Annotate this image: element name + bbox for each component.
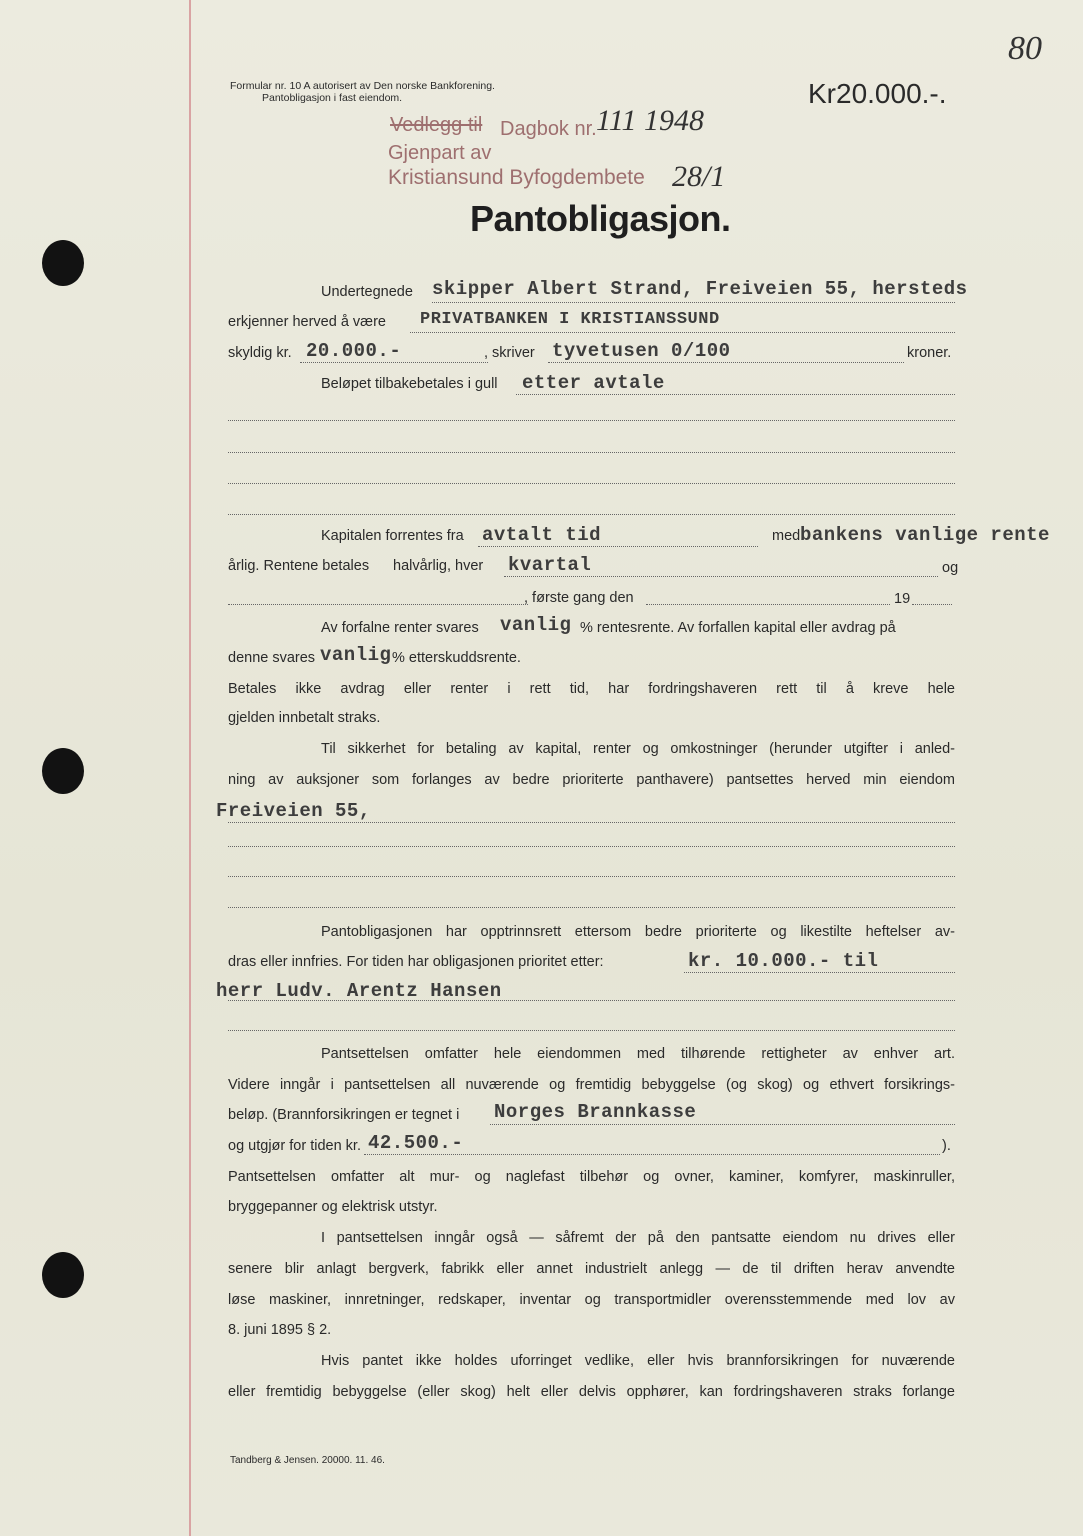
term-rule xyxy=(504,576,938,577)
blank-rule-4 xyxy=(228,514,955,515)
p5-line-1: Pantsettelsen omfatter alt mur- og naglefast tilbehør og ovner, kaminer, komfyrer, maskinruller, xyxy=(228,1169,955,1185)
stamp-gjenpart: Gjenpart av xyxy=(388,142,492,164)
stamp-dagbok: Dagbok nr. xyxy=(500,118,597,140)
property-value: Freiveien 55, xyxy=(216,800,371,822)
year-rule xyxy=(912,604,952,605)
p1-line-2: gjelden innbetalt straks. xyxy=(228,710,381,726)
kroner-label: kroner. xyxy=(907,345,952,361)
late-capital-value: vanlig xyxy=(320,644,392,666)
skriver-label: , skriver xyxy=(484,345,535,361)
insurance-rule xyxy=(364,1154,940,1155)
prior-text: dras eller innfries. For tiden har obligasjonen prioritet etter: xyxy=(228,954,604,970)
stamp-date: 28/1 xyxy=(672,160,726,193)
arlig-label: årlig. Rentene betales xyxy=(228,558,370,574)
creditor-rule xyxy=(410,332,955,333)
insurance-value: 42.500.- xyxy=(368,1132,464,1154)
interest-from-rule xyxy=(478,546,758,547)
debtor-rule xyxy=(432,302,955,303)
p2-line-2: ning av auksjoner som forlanges av bedre prioriterte panthavere) pantsettes herved min eiendom xyxy=(228,772,955,788)
late-interest-value: vanlig xyxy=(500,614,572,636)
form-note-2: Pantobligasjon i fast eiendom. xyxy=(262,92,403,104)
kapital-label: Kapitalen forrentes fra xyxy=(321,528,464,544)
undertegnede-label: Undertegnede xyxy=(321,284,413,300)
first-date-rule-b xyxy=(646,604,890,605)
property-rule-3 xyxy=(228,876,955,877)
page-title: Pantobligasjon. xyxy=(470,198,731,239)
forste-label: , første gang den xyxy=(524,590,634,606)
page-number: 80 xyxy=(1008,30,1042,67)
margin-line xyxy=(189,0,191,1536)
stamp-office: Kristiansund Byfogdembete xyxy=(388,166,645,189)
denne-b: % etterskuddsrente. xyxy=(392,650,521,666)
amount-header: Kr20.000.-. xyxy=(808,78,947,109)
stamp-vedlegg: Vedlegg til xyxy=(390,114,483,136)
forfalne-b: % rentesrente. Av forfallen kapital eller avdrag på xyxy=(580,620,896,636)
prior-rule-3 xyxy=(228,1030,955,1031)
p6-line-2: senere blir anlagt bergverk, fabrikk eller annet industrielt anlegg — de til driften herav anvendte xyxy=(228,1261,955,1277)
debtor-value: skipper Albert Strand, Freiveien 55, hersteds xyxy=(432,278,968,300)
property-rule-4 xyxy=(228,907,955,908)
property-rule-1 xyxy=(228,822,955,823)
insurer-value: Norges Brannkasse xyxy=(494,1101,697,1123)
p3-line-1: Pantobligasjonen har opptrinnsrett ettersom bedre prioriterte og likestilte heftelser av- xyxy=(321,924,955,940)
prior-rule-1 xyxy=(684,972,955,973)
p1-line-1: Betales ikke avdrag eller renter i rett tid, har fordringshaveren rett til å kreve hele xyxy=(228,681,955,697)
p6-line-3: løse maskiner, innretninger, redskaper, inventar og transportmidler overensstemmende med lov av xyxy=(228,1292,955,1308)
amount-words-rule xyxy=(548,362,904,363)
binder-hole-bottom xyxy=(42,1252,84,1298)
term-value: kvartal xyxy=(508,554,592,576)
blank-rule-2 xyxy=(228,452,955,453)
binder-hole-top xyxy=(42,240,84,286)
denne-a: denne svares xyxy=(228,650,316,666)
skyldig-label: skyldig kr. xyxy=(228,345,292,361)
p7-line-1: Hvis pantet ikke holdes uforringet vedlike, eller hvis brannforsikringen for nuværende xyxy=(321,1353,955,1369)
p5-line-2: bryggepanner og elektrisk utstyr. xyxy=(228,1199,438,1215)
prior-rule-2 xyxy=(228,1000,955,1001)
forfalne-a: Av forfalne renter svares xyxy=(321,620,479,636)
og-label: og xyxy=(942,560,959,576)
blank-rule-1 xyxy=(228,420,955,421)
p4-line-1: Pantsettelsen omfatter hele eiendommen med tilhørende rettigheter av enhver art. xyxy=(321,1046,955,1062)
blank-rule-3 xyxy=(228,483,955,484)
halvarlig-label: halvårlig, hver xyxy=(393,558,484,574)
med-label: med xyxy=(772,528,801,544)
first-date-rule-a xyxy=(228,604,528,605)
form-note-1: Formular nr. 10 A autorisert av Den norske Bankforening. xyxy=(230,80,495,92)
creditor-value: PRIVATBANKEN I KRISTIANSSUND xyxy=(420,310,720,329)
insurer-rule xyxy=(490,1124,955,1125)
p2-line-1: Til sikkerhet for betaling av kapital, renter og omkostninger (herunder utgifter i anled- xyxy=(321,741,955,757)
repayment-value: etter avtale xyxy=(522,372,665,394)
amount-rule xyxy=(300,362,488,363)
binder-hole-middle xyxy=(42,748,84,794)
p6-line-4: 8. juni 1895 § 2. xyxy=(228,1322,332,1338)
property-rule-2 xyxy=(228,846,955,847)
og-utgjor-label: og utgjør for tiden kr. xyxy=(228,1138,361,1154)
insurance-label: beløp. (Brannforsikringen er tegnet i xyxy=(228,1107,460,1123)
prior-value-1: kr. 10.000.- til xyxy=(688,950,879,972)
close-paren: ). xyxy=(942,1138,951,1154)
erkjenner-label: erkjenner herved å være xyxy=(228,314,386,330)
repayment-rule xyxy=(516,394,955,395)
stamp-number: 111 1948 xyxy=(596,104,705,137)
interest-rate-value: bankens vanlige rente xyxy=(800,524,1050,546)
amount-value: 20.000.- xyxy=(306,340,402,362)
p4-line-2: Videre inngår i pantsettelsen all nuværende og fremtidig bebyggelse (og skog) og ethvert forsikrings- xyxy=(228,1077,955,1093)
printer-footer: Tandberg & Jensen. 20000. 11. 46. xyxy=(230,1455,385,1466)
year-label: 19 xyxy=(894,591,911,607)
prior-value-2: herr Ludv. Arentz Hansen xyxy=(216,980,502,1002)
tilbake-label: Beløpet tilbakebetales i gull xyxy=(321,376,498,392)
p7-line-2: eller fremtidig bebyggelse (eller skog) helt eller delvis opphører, kan fordringshaveren straks forlange xyxy=(228,1384,955,1400)
amount-words-value: tyvetusen 0/100 xyxy=(552,340,731,362)
interest-from-value: avtalt tid xyxy=(482,524,602,546)
p6-line-1: I pantsettelsen inngår også — såfremt der på den pantsatte eiendom nu drives eller xyxy=(321,1230,955,1246)
